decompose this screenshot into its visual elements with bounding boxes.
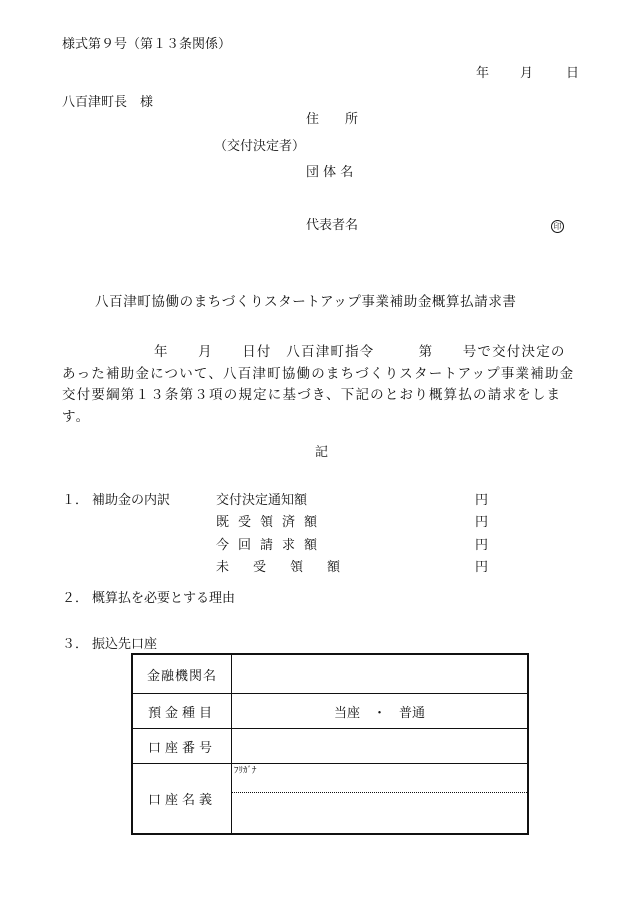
- account-holder-label: 口座名義: [132, 764, 232, 835]
- section2-label: 概算払を必要とする理由: [92, 591, 236, 606]
- addressee: 八百津町長 様: [62, 95, 154, 110]
- request-body: [62, 342, 582, 428]
- account-number-field[interactable]: [232, 729, 529, 764]
- breakdown-unit-current: 円: [475, 538, 489, 553]
- section3-number: ３．: [62, 637, 89, 652]
- seal-icon: 印: [551, 220, 564, 233]
- section3-label: 振込先口座: [92, 637, 158, 652]
- furigana-label: ﾌﾘｶﾞﾅ: [232, 764, 527, 793]
- body-rest: あった補助金について、八百津町協働のまちづくりスタートアップ事業補助金交付要綱第１３条第３項の規定に基づき、下記のとおり概算払の請求をします。: [62, 365, 575, 425]
- breakdown-label-unreceived: 未受領額: [216, 560, 365, 575]
- breakdown-label-current: 今回請求額: [216, 538, 327, 553]
- role-note: （交付決定者）: [214, 139, 306, 154]
- seal-mark: [551, 219, 564, 233]
- ki-mark: 記: [315, 445, 329, 460]
- breakdown-unit-unreceived: 円: [475, 560, 489, 575]
- breakdown-label-received: 既受領済額: [216, 515, 327, 530]
- form-number: 様式第９号（第１３条関係）: [62, 37, 232, 52]
- bank-account-table: [131, 653, 529, 835]
- deposit-type-field[interactable]: 当座 ・ 普通: [232, 694, 529, 729]
- table-row: [132, 694, 528, 729]
- body-line-1: 年 月 日付 八百津町指令 第 号で交付決定の: [154, 344, 566, 360]
- date-year: 年: [476, 66, 490, 81]
- breakdown-unit-notice: 円: [475, 493, 489, 508]
- rep-label: 代表者名: [306, 218, 359, 233]
- table-row: [132, 654, 528, 694]
- account-holder-field[interactable]: [232, 793, 527, 833]
- table-row: [132, 764, 528, 835]
- bank-name-field[interactable]: [232, 654, 529, 694]
- table-row: [132, 729, 528, 764]
- account-number-label: 口座番号: [132, 729, 232, 764]
- address-label: 住 所: [306, 112, 359, 127]
- document-title: 八百津町協働のまちづくりスタートアップ事業補助金概算払請求書: [95, 294, 517, 310]
- account-holder-cell[interactable]: [232, 764, 529, 835]
- section2-number: ２．: [62, 591, 89, 606]
- deposit-type-label: 預金種目: [132, 694, 232, 729]
- section1-number: １．: [62, 493, 89, 508]
- org-label: 団 体 名: [306, 165, 354, 180]
- section1-label: 補助金の内訳: [92, 493, 171, 508]
- date-day: 日: [566, 66, 580, 81]
- date-month: 月: [520, 66, 534, 81]
- breakdown-label-notice: 交付決定通知額: [216, 493, 308, 508]
- breakdown-unit-received: 円: [475, 515, 489, 530]
- bank-name-label: 金融機関名: [132, 654, 232, 694]
